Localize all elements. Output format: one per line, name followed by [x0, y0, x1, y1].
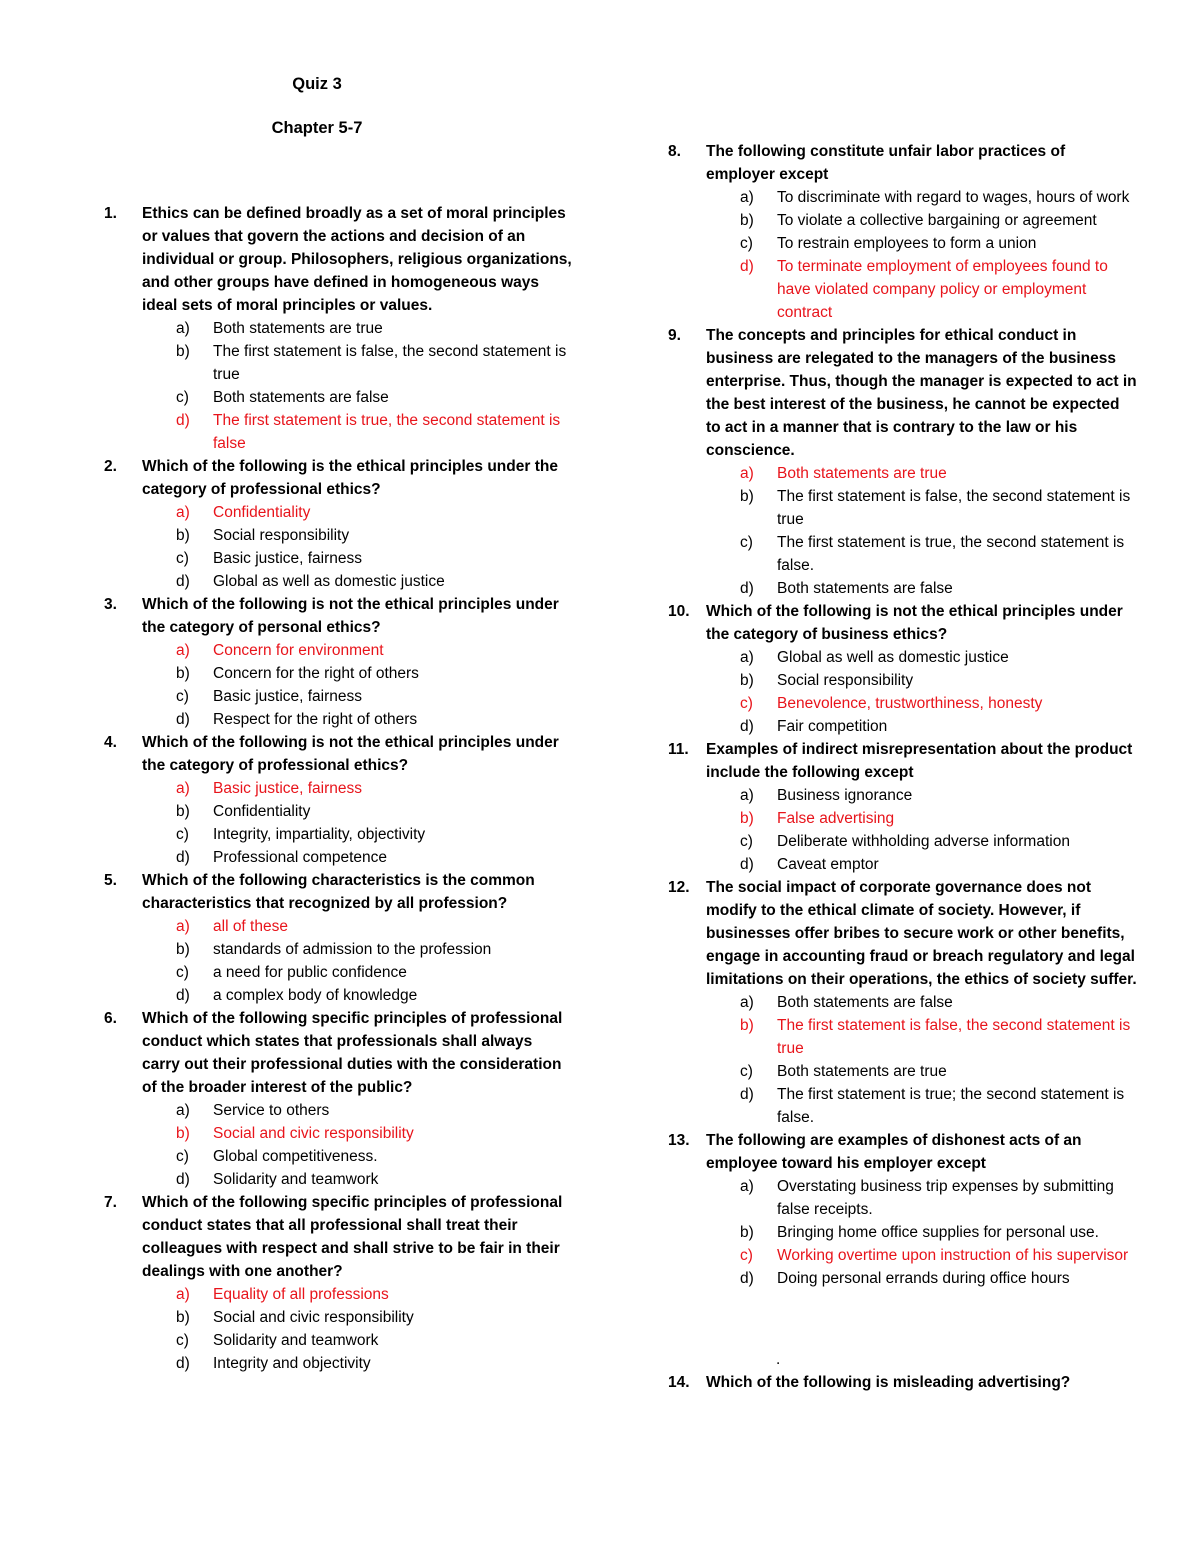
question-number: 10.	[668, 603, 690, 620]
stray-dot: .	[776, 1351, 781, 1368]
question-number: 14.	[668, 1374, 690, 1391]
option-text: Both statements are true	[213, 320, 383, 337]
option-letter: d)	[176, 849, 190, 866]
option-text: False advertising	[777, 810, 895, 827]
question-1	[104, 202, 574, 455]
question-text: The following constitute unfair labor practices of employer except	[706, 143, 1066, 183]
answer-option	[142, 317, 574, 340]
question-text: The social impact of corporate governance does not modify to the ethical climate of society. However, if businesses offer bribes to secure work or other benefits, engage in accounting fraud or breach regulatory and legal limitations on their operations, the ethics of society suffer.	[706, 879, 1137, 988]
answer-option	[706, 531, 1138, 577]
option-letter: c)	[176, 964, 189, 981]
answer-option	[706, 784, 1138, 807]
option-text: Both statements are true	[777, 465, 947, 482]
answer-option	[706, 186, 1138, 209]
option-text: The first statement is true, the second statement is false.	[777, 534, 1125, 574]
option-letter: c)	[740, 833, 753, 850]
option-text: Both statements are true	[777, 1063, 947, 1080]
question-13	[668, 1129, 1138, 1290]
answer-option	[706, 232, 1138, 255]
option-letter: a)	[176, 642, 190, 659]
option-text: Working overtime upon instruction of his supervisor	[777, 1247, 1129, 1264]
option-letter: a)	[176, 780, 190, 797]
option-letter: b)	[176, 1125, 190, 1142]
correct-answer-option	[142, 501, 574, 524]
option-letter: d)	[740, 580, 754, 597]
option-letter: a)	[176, 918, 190, 935]
option-list	[706, 462, 1138, 600]
option-letter: d)	[740, 1270, 754, 1287]
option-list	[706, 991, 1138, 1129]
option-text: Concern for environment	[213, 642, 384, 659]
option-text: Solidarity and teamwork	[213, 1171, 379, 1188]
correct-answer-option	[142, 409, 574, 455]
option-text: Social and civic responsibility	[213, 1125, 414, 1142]
answer-option	[706, 1221, 1138, 1244]
option-text: Global as well as domestic justice	[777, 649, 1009, 666]
option-letter: d)	[740, 718, 754, 735]
answer-option	[142, 1329, 574, 1352]
answer-option	[142, 524, 574, 547]
question-number: 11.	[668, 741, 689, 758]
answer-option	[142, 1145, 574, 1168]
option-letter: d)	[740, 258, 754, 275]
option-text: Caveat emptor	[777, 856, 879, 873]
question-9	[668, 324, 1138, 600]
answer-option	[706, 669, 1138, 692]
option-text: Integrity, impartiality, objectivity	[213, 826, 426, 843]
correct-answer-option	[142, 639, 574, 662]
answer-option	[142, 570, 574, 593]
option-text: all of these	[213, 918, 288, 935]
option-text: Fair competition	[777, 718, 888, 735]
option-text: The first statement is false, the second statement is true	[213, 343, 567, 383]
answer-option	[706, 1175, 1138, 1221]
option-list	[706, 646, 1138, 738]
right-column	[668, 140, 1138, 1394]
option-letter: b)	[740, 1017, 754, 1034]
option-text: Social and civic responsibility	[213, 1309, 414, 1326]
option-text: To violate a collective bargaining or agreement	[777, 212, 1097, 229]
question-text: Which of the following is not the ethical principles under the category of professional ethics?	[142, 734, 559, 774]
answer-option	[142, 1099, 574, 1122]
option-text: The first statement is false, the second statement is true	[777, 488, 1131, 528]
option-letter: c)	[740, 1247, 753, 1264]
question-number: 2.	[104, 458, 117, 475]
correct-answer-option	[706, 255, 1138, 324]
option-list	[706, 186, 1138, 324]
chapter-subtitle: Chapter 5-7	[271, 119, 363, 137]
answer-option	[142, 386, 574, 409]
option-text: The first statement is true; the second statement is false.	[777, 1086, 1125, 1126]
option-letter: d)	[176, 711, 190, 728]
answer-option	[706, 853, 1138, 876]
option-letter: b)	[740, 1224, 754, 1241]
question-8	[668, 140, 1138, 324]
option-letter: c)	[176, 550, 189, 567]
answer-option	[142, 547, 574, 570]
column-spacer	[668, 1290, 1138, 1348]
question-12	[668, 876, 1138, 1129]
option-list	[142, 1283, 574, 1375]
question-3	[104, 593, 574, 731]
correct-answer-option	[142, 1283, 574, 1306]
option-text: Both statements are false	[777, 994, 953, 1011]
correct-answer-option	[706, 807, 1138, 830]
correct-answer-option	[706, 1014, 1138, 1060]
option-letter: a)	[176, 504, 190, 521]
answer-option	[706, 1060, 1138, 1083]
correct-answer-option	[706, 692, 1138, 715]
question-text: The concepts and principles for ethical conduct in business are relegated to the managers of the business enterprise. Thus, though the manager is expected to act in the best interest of the business, he cannot be expected to act in a manner that is contrary to the law or his conscience.	[706, 327, 1137, 459]
answer-option	[142, 961, 574, 984]
option-letter: b)	[176, 1309, 190, 1326]
question-text: Ethics can be defined broadly as a set of moral principles or values that govern the actions and decision of an individual or group. Philosophers, religious organizations, and other groups have defined in homogeneous ways ideal sets of moral principles or values.	[142, 205, 572, 314]
question-text: The following are examples of dishonest acts of an employee toward his employer except	[706, 1132, 1082, 1172]
option-text: Social responsibility	[777, 672, 914, 689]
option-letter: c)	[176, 1148, 189, 1165]
answer-option	[706, 715, 1138, 738]
question-11	[668, 738, 1138, 876]
option-text: Service to others	[213, 1102, 330, 1119]
question-number: 13.	[668, 1132, 690, 1149]
question-2	[104, 455, 574, 593]
answer-option	[706, 1083, 1138, 1129]
option-letter: a)	[176, 1286, 190, 1303]
option-letter: a)	[176, 1102, 190, 1119]
option-text: To restrain employees to form a union	[777, 235, 1037, 252]
answer-option	[142, 662, 574, 685]
question-number: 4.	[104, 734, 117, 751]
option-list	[706, 784, 1138, 876]
option-letter: b)	[740, 672, 754, 689]
option-text: Business ignorance	[777, 787, 913, 804]
option-text: Bringing home office supplies for personal use.	[777, 1224, 1099, 1241]
question-number: 3.	[104, 596, 117, 613]
question-text: Which of the following is misleading advertising?	[706, 1374, 1071, 1391]
question-text: Which of the following characteristics is the common characteristics that recognized by all profession?	[142, 872, 535, 912]
option-letter: d)	[176, 412, 190, 429]
option-text: Deliberate withholding adverse information	[777, 833, 1070, 850]
question-number: 8.	[668, 143, 681, 160]
option-text: a need for public confidence	[213, 964, 407, 981]
answer-option	[142, 685, 574, 708]
question-5	[104, 869, 574, 1007]
correct-answer-option	[706, 462, 1138, 485]
option-letter: b)	[176, 803, 190, 820]
option-text: a complex body of knowledge	[213, 987, 418, 1004]
answer-option	[142, 800, 574, 823]
option-text: Doing personal errands during office hours	[777, 1270, 1070, 1287]
option-letter: c)	[740, 235, 753, 252]
option-list	[142, 1099, 574, 1191]
answer-option	[706, 485, 1138, 531]
option-letter: c)	[740, 695, 753, 712]
option-text: The first statement is true, the second statement is false	[213, 412, 561, 452]
question-text: Which of the following specific principles of professional conduct which states that professionals shall always carry out their professional duties with the consideration of the broader interest of the public?	[142, 1010, 563, 1096]
answer-option	[142, 823, 574, 846]
answer-option	[142, 1306, 574, 1329]
option-letter: d)	[740, 856, 754, 873]
option-text: To discriminate with regard to wages, hours of work	[777, 189, 1130, 206]
option-letter: b)	[740, 212, 754, 229]
option-letter: d)	[176, 573, 190, 590]
answer-option	[142, 340, 574, 386]
option-text: Social responsibility	[213, 527, 350, 544]
answer-option	[706, 1267, 1138, 1290]
option-text: Benevolence, trustworthiness, honesty	[777, 695, 1043, 712]
question-number: 1.	[104, 205, 117, 222]
option-letter: a)	[176, 320, 190, 337]
question-number: 7.	[104, 1194, 117, 1211]
option-letter: c)	[176, 389, 189, 406]
question-7	[104, 1191, 574, 1375]
option-letter: d)	[176, 1171, 190, 1188]
option-list	[142, 777, 574, 869]
option-letter: a)	[740, 994, 754, 1011]
option-letter: a)	[740, 649, 754, 666]
option-list	[142, 915, 574, 1007]
option-text: Concern for the right of others	[213, 665, 419, 682]
answer-option	[142, 1352, 574, 1375]
question-text: Which of the following is not the ethical principles under the category of business ethics?	[706, 603, 1123, 643]
option-letter: b)	[176, 665, 190, 682]
option-text: The first statement is false, the second statement is true	[777, 1017, 1131, 1057]
option-text: Global as well as domestic justice	[213, 573, 445, 590]
left-column	[104, 202, 574, 1375]
answer-option	[706, 577, 1138, 600]
question-number: 9.	[668, 327, 681, 344]
option-letter: b)	[740, 810, 754, 827]
question-text: Examples of indirect misrepresentation about the product include the following except	[706, 741, 1133, 781]
option-text: Respect for the right of others	[213, 711, 418, 728]
option-text: To terminate employment of employees found to have violated company policy or employment contract	[777, 258, 1108, 321]
answer-option	[706, 646, 1138, 669]
option-text: standards of admission to the profession	[213, 941, 492, 958]
question-number: 5.	[104, 872, 117, 889]
correct-answer-option	[142, 1122, 574, 1145]
option-text: Integrity and objectivity	[213, 1355, 371, 1372]
option-letter: c)	[740, 534, 753, 551]
option-letter: c)	[176, 688, 189, 705]
option-text: Solidarity and teamwork	[213, 1332, 379, 1349]
option-list	[706, 1175, 1138, 1290]
answer-option	[142, 984, 574, 1007]
option-letter: c)	[740, 1063, 753, 1080]
option-text: Professional competence	[213, 849, 388, 866]
option-text: Confidentiality	[213, 504, 311, 521]
question-text: Which of the following specific principles of professional conduct states that all professional shall treat their colleagues with respect and shall strive to be fair in their dealings with one another?	[142, 1194, 563, 1280]
option-letter: a)	[740, 787, 754, 804]
answer-option	[706, 991, 1138, 1014]
option-letter: b)	[740, 488, 754, 505]
option-text: Confidentiality	[213, 803, 311, 820]
option-letter: b)	[176, 941, 190, 958]
question-number: 6.	[104, 1010, 117, 1027]
answer-option	[142, 1168, 574, 1191]
option-letter: c)	[176, 826, 189, 843]
option-letter: a)	[740, 1178, 754, 1195]
correct-answer-option	[706, 1244, 1138, 1267]
option-text: Both statements are false	[777, 580, 953, 597]
question-14	[668, 1371, 1138, 1394]
option-text: Basic justice, fairness	[213, 780, 363, 797]
option-letter: c)	[176, 1332, 189, 1349]
option-list	[142, 501, 574, 593]
question-number: 12.	[668, 879, 690, 896]
answer-option	[142, 708, 574, 731]
option-letter: b)	[176, 343, 190, 360]
question-text: Which of the following is the ethical principles under the category of professional ethics?	[142, 458, 558, 498]
answer-option	[706, 830, 1138, 853]
question-10	[668, 600, 1138, 738]
answer-option	[706, 209, 1138, 232]
option-text: Basic justice, fairness	[213, 688, 363, 705]
option-letter: b)	[176, 527, 190, 544]
option-list	[142, 639, 574, 731]
option-text: Both statements are false	[213, 389, 389, 406]
option-letter: a)	[740, 189, 754, 206]
quiz-title: Quiz 3	[292, 75, 342, 93]
option-text: Overstating business trip expenses by submitting false receipts.	[777, 1178, 1114, 1218]
correct-answer-option	[142, 777, 574, 800]
answer-option	[142, 938, 574, 961]
option-list	[142, 317, 574, 455]
question-text: Which of the following is not the ethical principles under the category of personal ethics?	[142, 596, 559, 636]
option-letter: a)	[740, 465, 754, 482]
correct-answer-option	[142, 915, 574, 938]
question-4	[104, 731, 574, 869]
option-letter: d)	[740, 1086, 754, 1103]
option-letter: d)	[176, 1355, 190, 1372]
answer-option	[142, 846, 574, 869]
option-text: Equality of all professions	[213, 1286, 389, 1303]
option-letter: d)	[176, 987, 190, 1004]
right-question-list	[668, 140, 1138, 1290]
question-6	[104, 1007, 574, 1191]
option-text: Basic justice, fairness	[213, 550, 363, 567]
option-text: Global competitiveness.	[213, 1148, 378, 1165]
